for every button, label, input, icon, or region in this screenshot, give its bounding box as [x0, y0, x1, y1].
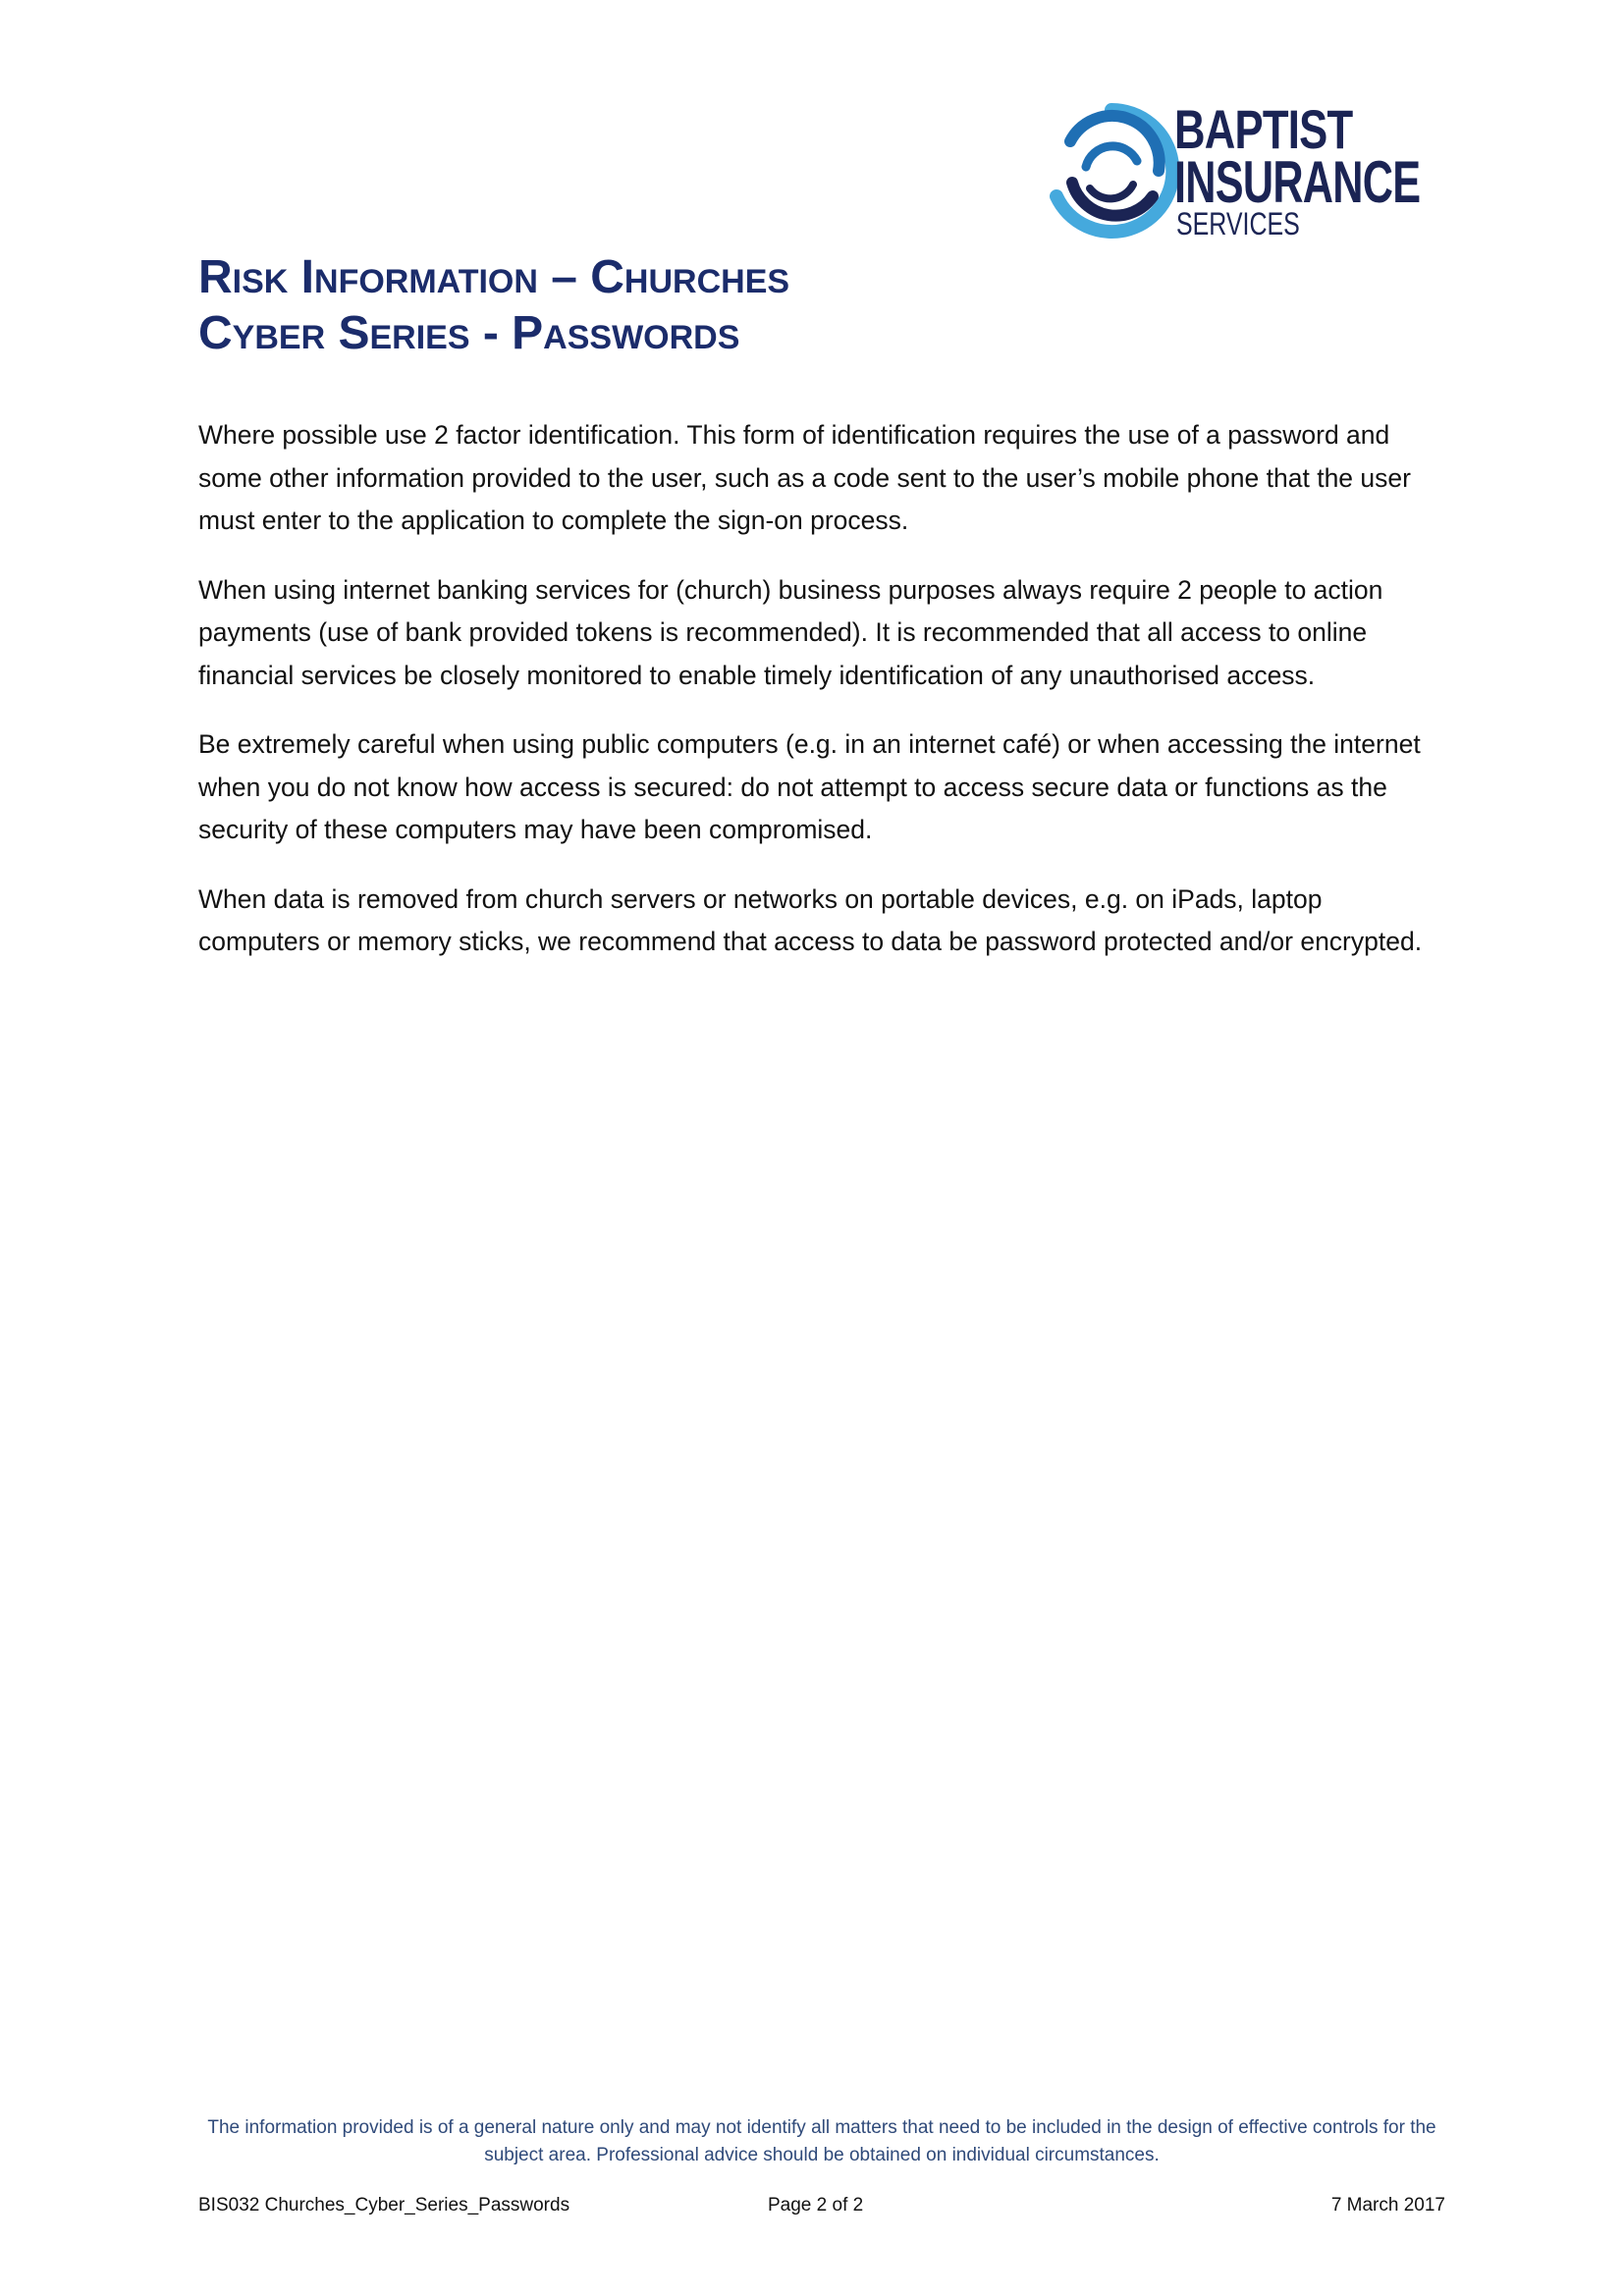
- footer-page-number: Page 2 of 2: [768, 2195, 864, 2216]
- title-line-2: Cyber Series - Passwords: [198, 307, 740, 359]
- swirl-logo-icon: [1043, 102, 1180, 240]
- paragraph-two-factor: Where possible use 2 factor identification. This form of identification requires the use of a password and some other information provided to the user, such as a code sent to the user’s mobile phone that the user must enter to the application to complete the sign-on process.: [198, 420, 1411, 535]
- logo-text-baptist: BAPTIST: [1174, 98, 1353, 160]
- footer-date: 7 March 2017: [1330, 2195, 1445, 2216]
- footer-disclaimer: The information provided is of a general nature only and may not identify all matters that need to be included in the design of effective controls for the subject area. Professional advice should be obtained on individual circumstances.: [207, 2117, 1436, 2165]
- title-line-1: Risk Information – Churches: [198, 251, 790, 303]
- paragraph-portable-devices: When data is removed from church servers or networks on portable devices, e.g. on iPads, laptop computers or memory sticks, we recommend that access to data be password protected and/or encrypted.: [198, 883, 1423, 956]
- logo-text-insurance: INSURANCE: [1174, 149, 1421, 215]
- logo-text-services: SERVICES: [1176, 206, 1300, 241]
- baptist-insurance-logo: [1043, 98, 1445, 241]
- paragraph-public-computers: Be extremely careful when using public computers (e.g. in an internet café) or when accessing the internet when you do not know how access is secured: do not attempt to access secure data or functions as the security of these computers may have been compromised.: [198, 729, 1421, 844]
- document-body: [198, 414, 1445, 990]
- footer-document-id: BIS032 Churches_Cyber_Series_Passwords: [198, 2195, 570, 2216]
- page-footer: [198, 2195, 1445, 2222]
- document-title: [198, 249, 789, 361]
- paragraph-internet-banking: When using internet banking services for (church) business purposes always require 2 people to action payments (use of bank provided tokens is recommended). It is recommended that all access to online financial services be closely monitored to enable timely identification of any unauthorised access.: [198, 574, 1383, 690]
